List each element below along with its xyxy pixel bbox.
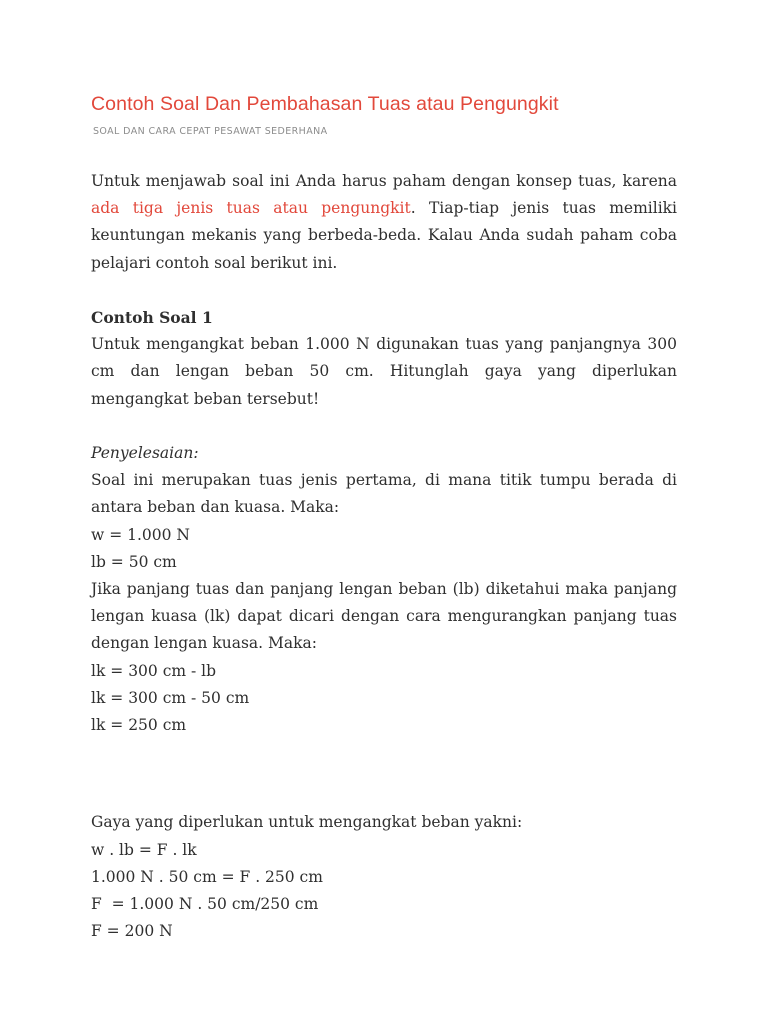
article-title[interactable]: Contoh Soal Dan Pembahasan Tuas atau Pengungkit [91, 93, 559, 115]
given-line: w = 1.000 N [91, 525, 190, 544]
spacer [91, 782, 677, 809]
example-question: Untuk mengangkat beban 1.000 N digunakan tuas yang panjangnya 300 cm dan lengan beban 50 cm. Hitunglah gaya yang diperlukan mengangkat beban tersebut! [91, 335, 677, 408]
solution-explanation: Jika panjang tuas dan panjang lengan beban (lb) diketahui maka panjang lengan kuasa (lk) dapat dicari dengan cara mengurangkan panjang tuas dengan lengan kuasa. Maka: [91, 580, 677, 653]
force-step: F = 1.000 N . 50 cm/250 cm [91, 895, 319, 914]
given-line: lb = 50 cm [91, 552, 177, 571]
intro-text-before: Untuk menjawab soal ini Anda harus paham dengan konsep tuas, karena [91, 172, 677, 190]
force-step: F = 200 N [91, 922, 173, 941]
force-intro: Gaya yang diperlukan untuk mengangkat beban yakni: [91, 813, 523, 832]
force-step: w . lb = F . lk [91, 840, 197, 859]
spacer [91, 277, 677, 304]
intro-paragraph [91, 168, 677, 277]
solution-intro: Soal ini merupakan tuas jenis pertama, di mana titik tumpu berada di antara beban dan kuasa. Maka: [91, 471, 677, 517]
spacer [91, 739, 677, 782]
example-heading: Contoh Soal 1 [91, 308, 213, 327]
intro-text-after: . Tiap-tiap jenis tuas memiliki keuntungan mekanis yang berbeda-beda. Kalau Anda sudah paham coba pelajari contoh soal berikut ini. [91, 199, 678, 272]
force-step: 1.000 N . 50 cm = F . 250 cm [91, 867, 323, 886]
article-body [91, 168, 677, 945]
tuas-types-link[interactable]: ada tiga jenis tuas atau pengungkit [91, 199, 411, 218]
article-category[interactable]: SOAL DAN CARA CEPAT PESAWAT SEDERHANA [93, 126, 328, 137]
lk-step: lk = 300 cm - lb [91, 661, 217, 680]
lk-step: lk = 300 cm - 50 cm [91, 688, 250, 707]
lk-step: lk = 250 cm [91, 716, 187, 735]
solution-label: Penyelesaian: [91, 444, 199, 462]
spacer [91, 413, 677, 440]
